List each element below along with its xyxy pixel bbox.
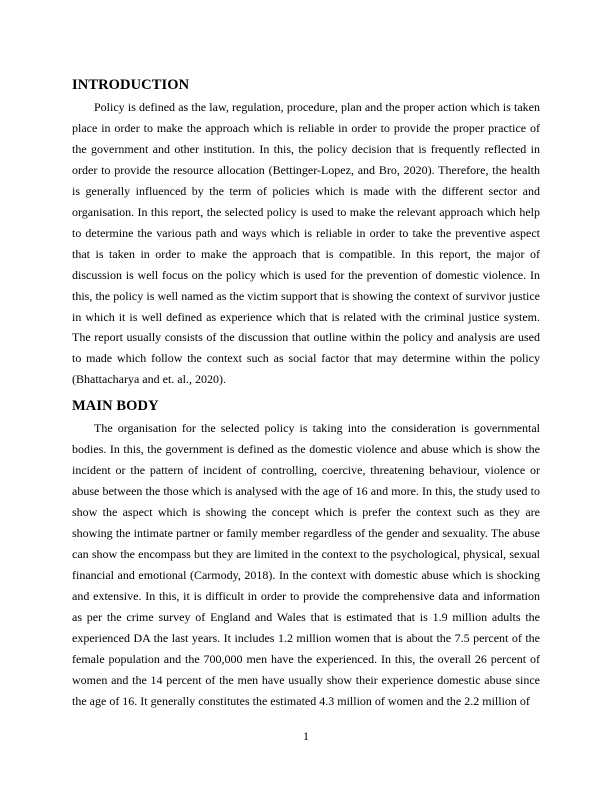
introduction-paragraph: Policy is defined as the law, regulation, procedure, plan and the proper action which is taken place in order to make the approach which is reliable in order to provide the proper practice of the government and other institution. In this, the policy decision that is frequently reflected in order to provide the resource allocation (Bettinger-Lopez, and Bro, 2020). Therefore, the health is generally influenced by the term of policies which is made with the different sector and organisation. In this report, the selected policy is used to make the relevant approach which help to determine the various path and ways which is reliable in order to take the preventive aspect that is taken in order to make the approach that is compatible. In this report, the major of discussion is well focus on the policy which is used for the prevention of domestic violence. In this, the policy is well named as the victim support that is showing the context of survivor justice in which it is well defined as experience which that is related with the criminal justice system. The report usually consists of the discussion that outline within the policy and analysis are used to made which follow the context such as social factor that may determine within the policy (Bhattacharya and et. al., 2020). bbox=[72, 100, 540, 387]
main-body-paragraph: The organisation for the selected policy is taking into the consideration is governmental bodies. In this, the government is defined as the domestic violence and abuse which is show the incident or the pattern of incident of controlling, coercive, threatening behaviour, violence or abuse between the those which is analysed with the age of 16 and more. In this, the study used to show the aspect which is showing the concept which is prefer the context such as they are showing the intimate partner or family member regardless of the gender and sexuality. The abuse can show the encompass but they are limited in the context to the psychological, physical, sexual financial and emotional (Carmody, 2018). In the context with domestic abuse which is shocking and extensive. In this, it is difficult in order to provide the comprehensive data and information as per the crime survey of England and Wales that is estimated that is 1.9 million adults the experienced DA the last years. It includes 1.2 million women that is about the 7.5 percent of the female population and the 700,000 men have the experienced. In this, the overall 26 percent of women and the 14 percent of the men have usually show their experience domestic abuse since the age of 16. It generally constitutes the estimated 4.3 million of women and the 2.2 million of bbox=[72, 421, 540, 708]
page-content bbox=[72, 76, 540, 712]
introduction-heading: INTRODUCTION bbox=[72, 77, 190, 93]
section-gap bbox=[72, 390, 540, 397]
page-number: 1 bbox=[303, 729, 309, 743]
main-body-heading: MAIN BODY bbox=[72, 398, 159, 415]
